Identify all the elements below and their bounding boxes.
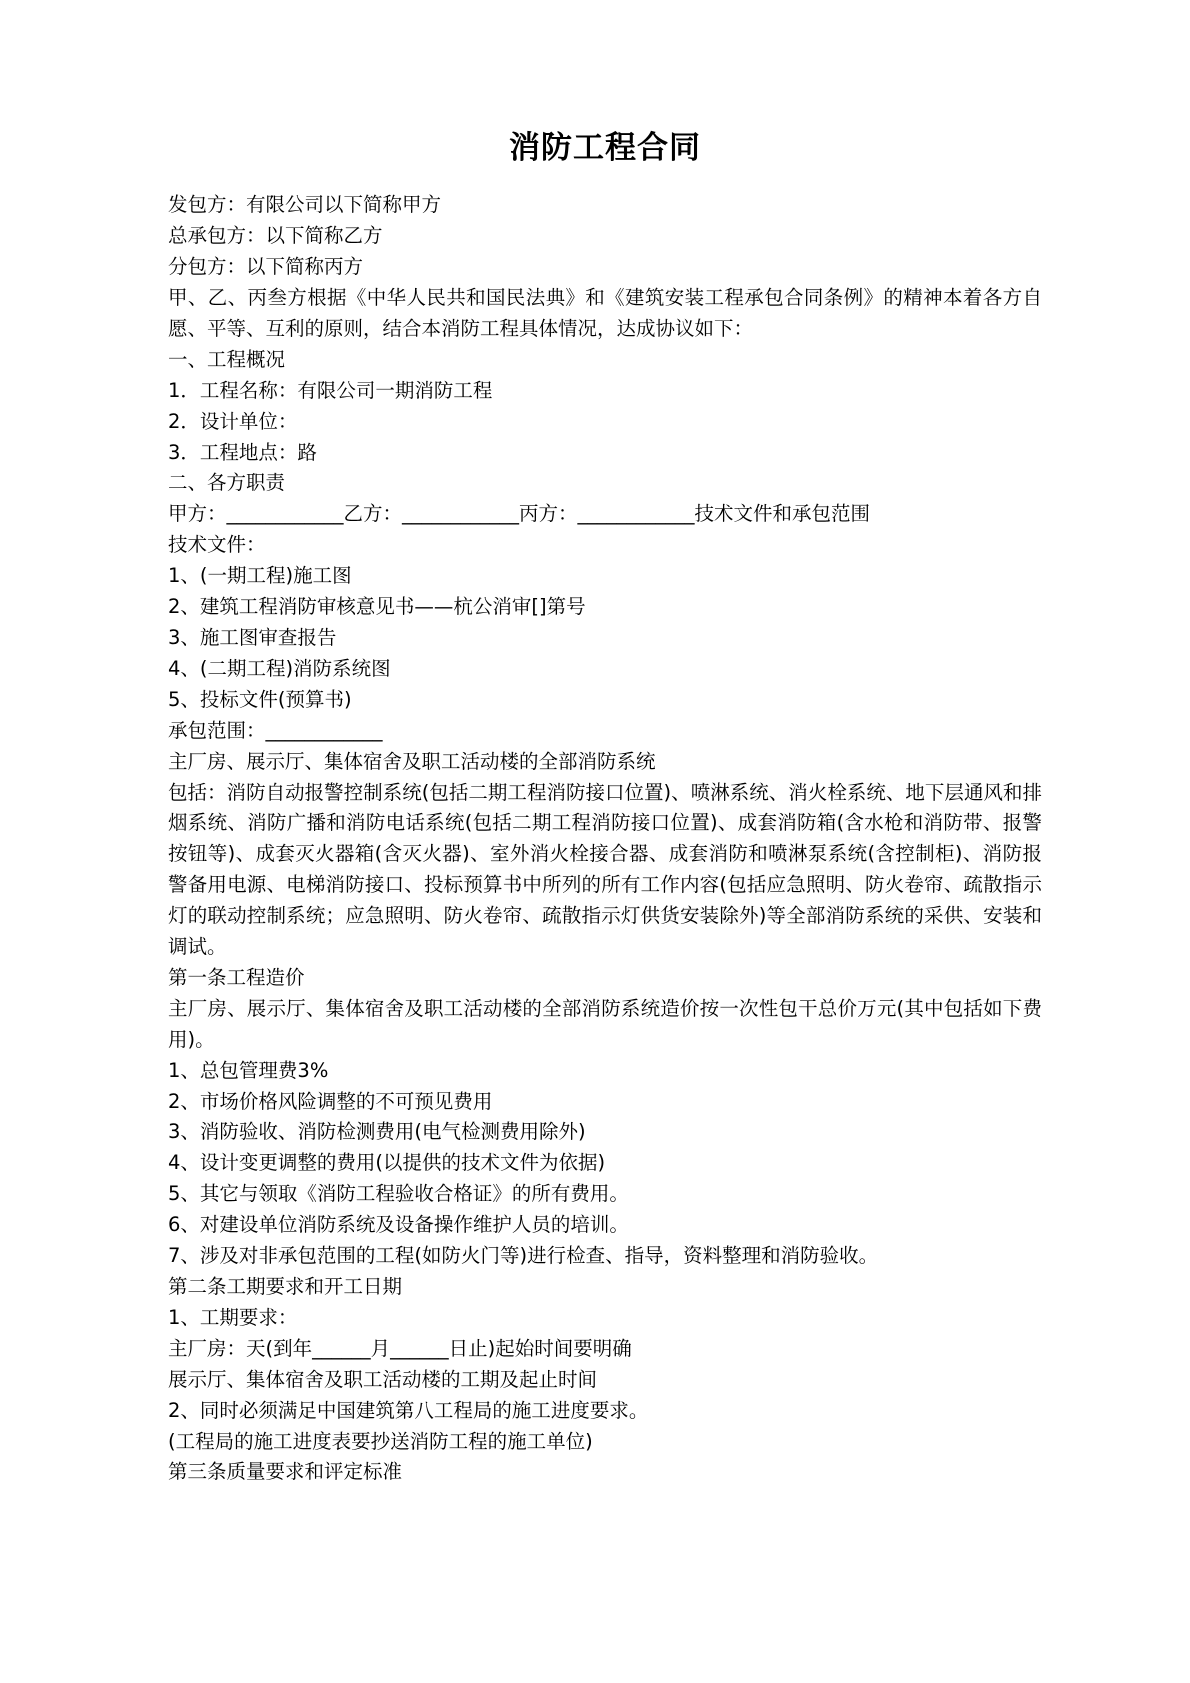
paragraph-main-plant-schedule: 主厂房：天(到年______月______日止)起始时间要明确 xyxy=(168,1336,632,1360)
paragraph-subcontractor: 分包方：以下简称丙方 xyxy=(168,255,364,279)
list-item-cost-5: 5、其它与领取《消防工程验收合格证》的所有费用。 xyxy=(168,1182,629,1206)
paragraph-scope-buildings: 主厂房、展示厅、集体宿舍及职工活动楼的全部消防系统 xyxy=(168,749,656,773)
list-item-cost-2: 2、市场价格风险调整的不可预见费用 xyxy=(168,1089,493,1113)
heading-technical-documents: 技术文件： xyxy=(168,533,266,557)
list-item-cost-3: 3、消防验收、消防检测费用(电气检测费用除外) xyxy=(168,1120,586,1144)
list-item-tech-2: 2、建筑工程消防审核意见书——杭公消审[]第号 xyxy=(168,595,586,619)
paragraph-other-buildings-schedule: 展示厅、集体宿舍及职工活动楼的工期及起止时间 xyxy=(168,1367,598,1391)
heading-article-3: 第三条质量要求和评定标准 xyxy=(168,1460,403,1484)
paragraph-schedule-note: (工程局的施工进度表要抄送消防工程的施工单位) xyxy=(168,1429,593,1453)
list-item-tech-3: 3、施工图审查报告 xyxy=(168,625,337,649)
paragraph-contract-scope-blank: 承包范围：____________ xyxy=(168,718,383,742)
list-item-cost-6: 6、对建设单位消防系统及设备操作维护人员的培训。 xyxy=(168,1213,629,1237)
paragraph-project-location: 3．工程地点：路 xyxy=(168,440,317,464)
paragraph-party-blanks: 甲方：____________乙方：____________丙方：____________技术文件和承包范围 xyxy=(168,502,871,526)
list-item-cost-1: 1、总包管理费3% xyxy=(168,1058,329,1082)
list-item-schedule-1: 1、工期要求： xyxy=(168,1305,298,1329)
list-item-schedule-2: 2、同时必须满足中国建筑第八工程局的施工进度要求。 xyxy=(168,1398,649,1422)
paragraph-article-1-body: 主厂房、展示厅、集体宿舍及职工活动楼的全部消防系统造价按一次性包干总价万元(其中包括如下费用)。 xyxy=(168,996,1042,1051)
list-item-cost-4: 4、设计变更调整的费用(以提供的技术文件为依据) xyxy=(168,1151,606,1175)
page-title: 消防工程合同 xyxy=(509,130,701,166)
paragraph-publisher: 发包方：有限公司以下简称甲方 xyxy=(168,193,442,217)
list-item-tech-4: 4、(二期工程)消防系统图 xyxy=(168,656,391,680)
paragraph-scope-details: 包括：消防自动报警控制系统(包括二期工程消防接口位置)、喷淋系统、消火栓系统、地下层通风和排烟系统、消防广播和消防电话系统(包括二期工程消防接口位置)、成套消防箱(含水枪和消防带、报警按钮等)、成套灭火器箱(含灭火器)、室外消火栓接合器、成套消防和喷淋泵系统(含控制柜)、消防报警备用电源、电梯消防接口、投标预算书中所列的所有工作内容(包括应急照明、防火卷帘、疏散指示灯的联动控制系统；应急照明、防火卷帘、疏散指示灯供货安装除外)等全部消防系统的采供、安装和调试。 xyxy=(168,780,1042,959)
paragraph-preamble: 甲、乙、丙叁方根据《中华人民共和国民法典》和《建筑安装工程承包合同条例》的精神本着各方自愿、平等、互利的原则，结合本消防工程具体情况，达成协议如下： xyxy=(168,286,1042,340)
heading-responsibilities: 二、各方职责 xyxy=(168,471,286,495)
list-item-tech-5: 5、投标文件(预算书) xyxy=(168,687,352,711)
list-item-tech-1: 1、(一期工程)施工图 xyxy=(168,564,352,588)
document-body xyxy=(168,190,1042,1488)
list-item-cost-7: 7、涉及对非承包范围的工程(如防火门等)进行检查、指导，资料整理和消防验收。 xyxy=(168,1244,879,1268)
paragraph-project-name: 1．工程名称：有限公司一期消防工程 xyxy=(168,378,493,402)
heading-project-overview: 一、工程概况 xyxy=(168,347,286,371)
heading-article-2: 第二条工期要求和开工日期 xyxy=(168,1275,403,1299)
paragraph-general-contractor: 总承包方：以下简称乙方 xyxy=(168,224,383,248)
heading-article-1: 第一条工程造价 xyxy=(168,965,305,989)
paragraph-design-unit: 2．设计单位： xyxy=(168,409,298,433)
